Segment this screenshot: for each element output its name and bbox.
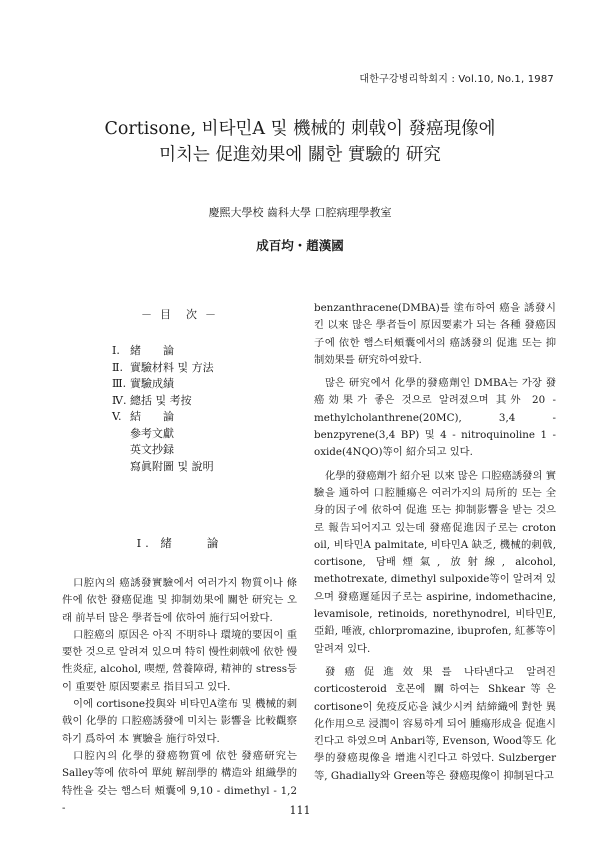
section-heading: Ⅰ. 緒 論 — [136, 536, 223, 550]
toc-title: － 目 次 － — [141, 308, 218, 321]
authors: 成百均・趙漢國 — [256, 238, 344, 253]
table-of-contents — [62, 300, 297, 488]
toc-item: Ⅱ. 實驗材料 및 方法 — [112, 360, 214, 374]
body-paragraph: benzanthracene(DMBA)를 塗布하여 癌을 誘發시킨 以來 많은 學者들이 原因要素가 되는 各種 發癌因子에 依한 햄스터頰囊에서의 癌誘發의 促進 또는 抑制効果를 研究하여왔다. — [314, 302, 556, 366]
body-paragraph: 口腔癌의 原因은 아직 不明하나 環境的要因이 重要한 것으로 알려져 있으며 特히 慢性刺戟에 依한 慢性炎症, alcohol, 喫煙, 營養障碍, 精神的 stress등이 重要한 原因要素로 指目되고 있다. — [62, 628, 297, 693]
body-paragraph: 口腔內의 癌誘發實驗에서 여러가지 物質이나 條件에 依한 發癌促進 및 抑制効果에 關한 研究는 오래 前부터 많은 學者들에 依하여 施行되어왔다. — [62, 577, 297, 624]
left-column — [62, 300, 297, 817]
journal-header: 대한구강병리학회지 : Vol.10, No.1, 1987 — [359, 74, 554, 85]
toc-subitem: 英文抄録 — [130, 443, 174, 456]
title-line-1: Cortisone, 비타민A 및 機械的 刺戟이 發癌現像에 — [104, 119, 496, 139]
right-column — [314, 300, 556, 791]
body-paragraph: 많은 研究에서 化學的發癌劑인 DMBA는 가장 發癌効果가 좋은 것으로 알려졌으며 其外 20 - methylcholanthrene(20MC), 3,4 - benzpyrene(3,4 BP) 및 4 - nitroquinoline 1 - oxide(4NQO)等이 紹介되고 있다. — [314, 377, 556, 459]
toc-subitem: 參考文獻 — [130, 426, 174, 440]
body-paragraph: 發癌促進效果를 나타낸다고 알려진 corticosteroid 호몬에 關하여는 Shkear等은 cortisone이 免疫反応을 減少시켜 結締織에 對한 異化作用으로 浸潤이 容易하게 되어 腫瘍形成을 促進시킨다고 하였으며 Anbari等, Evenson, Wood等도 化學的發癌現像을 增進시킨다고 하였다. Sulzberger等, Ghadially와 Green等은 發癌現像이 抑制된다고 — [314, 665, 556, 782]
toc-item: I. 緒 論 — [112, 344, 174, 357]
toc-list — [112, 342, 214, 474]
paper-title — [0, 116, 600, 168]
affiliation: 慶熙大學校 齒科大學 口腔病理學教室 — [208, 206, 392, 219]
body-paragraph: 化學的發癌劑가 紹介된 以來 많은 口腔癌誘發의 實驗을 通하여 口腔腫瘍은 여러가지의 局所的 또는 全身的因子에 依하여 促進 또는 抑制影響을 받는 것으로 報告되어지고 있는데 發癌促進因子로는 croton oil, 비타민A palmitate, 비타민A 缺乏, 機械的刺戟, cortisone, 담배煙氣, 放射線, alcohol, methotrexate, dimethyl sulpoxide等이 알려져 있으며 發癌遲延因子로는 aspirine, indomethacine, levamisole, retinoids, norethynodrel, 비타민E, 亞鉛, 唾液, chlorpromazine, ibuprofen, 紅蔘等이 알려져 있다. — [314, 469, 556, 655]
body-paragraph: 口腔內의 化學的發癌物質에 依한 發癌研究는 Salley等에 依하여 單純 解剖學的 構造와 組織學的 特性을 갖는 햄스터 頰囊에 9,10 - dimethyl - 1,2 - — [62, 749, 297, 814]
toc-item: Ⅲ. 實驗成績 — [112, 377, 174, 390]
page-number: 111 — [289, 804, 311, 817]
toc-subitem: 寫眞附圖 및 說明 — [130, 459, 214, 473]
body-paragraph: 이에 cortisone投與와 비타민A塗布 및 機械的刺戟이 化學的 口腔癌誘發에 미치는 影響을 比較觀察하기 爲하여 本 實驗을 施行하였다. — [62, 698, 297, 745]
toc-item: Ⅳ. 總括 및 考按 — [112, 393, 192, 407]
toc-item: V. 結 論 — [112, 410, 174, 423]
title-line-2: 미치는 促進効果에 關한 實驗的 研究 — [159, 145, 441, 165]
